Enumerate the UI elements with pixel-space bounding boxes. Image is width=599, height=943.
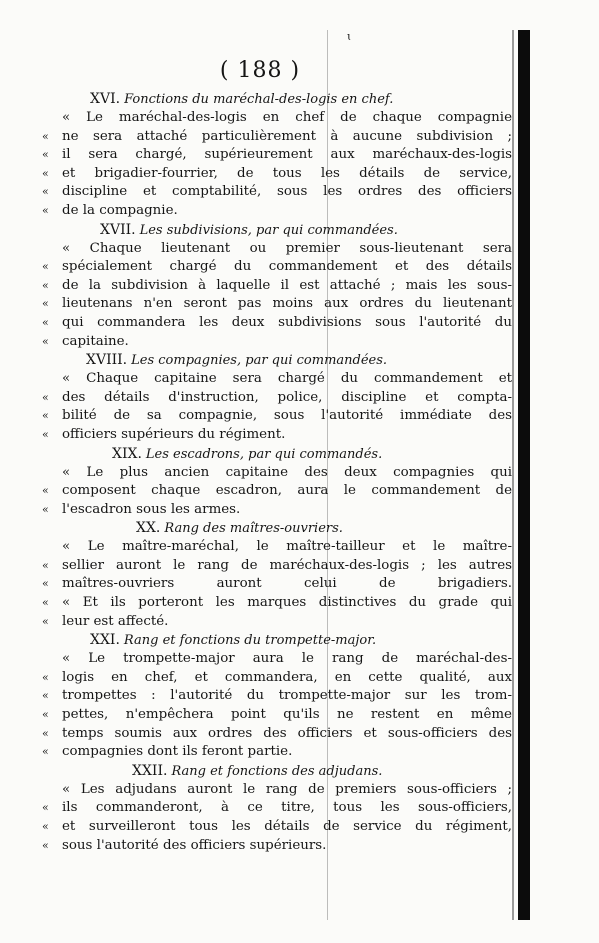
text-line-content: composent chaque escadron, aura le commandement de — [62, 483, 512, 499]
text-line — [40, 669, 512, 688]
text-line-content: bilité de sa compagnie, sous l'autorité immédiate des — [62, 408, 512, 424]
text-line-content: logis en chef, et commandera, en cette qualité, aux — [62, 669, 512, 685]
text-line — [40, 706, 512, 725]
text-line-content: qui commandera les deux subdivisions sous l'autorité du — [62, 314, 512, 330]
article-number: XVI. — [90, 91, 121, 107]
margin-quote-mark: « — [42, 334, 49, 348]
margin-quote-mark: « — [42, 185, 49, 199]
margin-quote-mark: « — [42, 708, 49, 722]
text-line-content: sous l'autorité des officiers supérieurs. — [62, 837, 327, 853]
margin-quote-mark: « — [42, 745, 49, 759]
text-line — [40, 538, 512, 557]
article-number: XVII. — [100, 221, 136, 238]
article-title: Les escadrons, par qui commandés. — [145, 446, 383, 462]
margin-quote-mark: « — [42, 166, 49, 180]
article-number: XXI. — [90, 632, 120, 649]
text-line-content: de la compagnie. — [62, 202, 178, 218]
text-line — [40, 333, 512, 352]
text-line — [40, 240, 512, 259]
article-title: Rang des maîtres-ouvriers. — [164, 521, 343, 537]
article-heading — [40, 90, 512, 109]
text-line-content: maîtres-ouvriers auront celui de brigadiers. — [62, 576, 512, 592]
text-line-content: trompettes : l'autorité du trompette-major sur les trom- — [62, 688, 512, 704]
article-title: Rang et fonctions du trompette-major. — [123, 633, 377, 649]
margin-quote-mark: « — [42, 838, 49, 852]
text-line — [40, 258, 512, 277]
margin-quote-mark: « — [42, 297, 49, 311]
text-line — [40, 277, 512, 296]
article-number: XXII. — [132, 762, 168, 779]
margin-quote-mark: « — [42, 278, 49, 292]
text-line-content: de la subdivision à laquelle il est attaché ; mais les sous- — [62, 277, 512, 293]
article-number: XX. — [136, 520, 161, 537]
margin-quote-mark: « — [42, 558, 49, 572]
text-line-content: des détails d'instruction, police, discipline et compta- — [62, 389, 512, 405]
margin-quote-mark: « — [42, 315, 49, 329]
text-line — [40, 426, 512, 445]
text-line — [40, 613, 512, 632]
margin-quote-mark: « — [42, 689, 49, 703]
text-line — [40, 650, 512, 669]
article-heading — [40, 445, 512, 464]
text-line — [40, 295, 512, 314]
text-line-content: capitaine. — [62, 333, 129, 349]
text-line-content: pettes, n'empêchera point qu'ils ne restent en même — [62, 707, 512, 723]
text-line — [40, 370, 512, 389]
text-line — [40, 128, 512, 147]
article-heading — [40, 762, 512, 781]
text-line-content: discipline et comptabilité, sous les ordres des officiers — [62, 184, 512, 200]
text-line — [40, 781, 512, 800]
text-line — [40, 482, 512, 501]
margin-quote-mark: « — [42, 427, 49, 441]
text-line — [40, 183, 512, 202]
margin-quote-mark: « — [42, 726, 49, 740]
margin-quote-mark: « — [42, 577, 49, 591]
article-7 — [40, 762, 512, 855]
text-line-content: et brigadier-fourrier, de tous les détails de service, — [62, 165, 512, 181]
text-line-content: « Chaque lieutenant ou premier sous-lieutenant sera — [62, 240, 512, 256]
article-heading — [40, 221, 512, 240]
text-line-content: lieutenans n'en seront pas moins aux ordres du lieutenant — [62, 296, 512, 312]
article-2 — [40, 221, 512, 352]
text-line-content: « Le maître-maréchal, le maître-tailleur et le maître- — [62, 539, 512, 555]
article-heading — [40, 351, 512, 370]
top-mark: ɩ — [347, 30, 352, 43]
article-title: Rang et fonctions des adjudans. — [171, 763, 383, 779]
article-1 — [40, 90, 512, 221]
book-spine-edge — [518, 30, 530, 920]
text-line-content: « Le trompette-major aura le rang de maréchal-des- — [62, 651, 512, 667]
margin-quote-mark: « — [42, 614, 49, 628]
margin-quote-mark: « — [42, 484, 49, 498]
article-4 — [40, 445, 512, 520]
text-line-content: leur est affecté. — [62, 613, 169, 629]
text-line-content: temps soumis aux ordres des officiers et sous-officiers des — [62, 725, 512, 741]
text-line-content: compagnies dont ils feront partie. — [62, 744, 293, 760]
article-title: Fonctions du maréchal-des-logis en chef. — [124, 92, 394, 107]
text-line-content: officiers supérieurs du régiment. — [62, 426, 286, 442]
margin-quote-mark: « — [42, 260, 49, 274]
text-line — [40, 464, 512, 483]
text-line-content: spécialement chargé du commandement et des détails — [62, 259, 512, 275]
margin-quote-mark: « — [42, 820, 49, 833]
text-line — [40, 407, 512, 426]
text-line-content: sellier auront le rang de maréchaux-des-logis ; les autres — [62, 557, 512, 573]
text-line-content: « Les adjudans auront le rang de premiers sous-officiers ; — [62, 781, 512, 797]
text-line-content: « Le plus ancien capitaine des deux compagnies qui — [62, 464, 512, 480]
text-line — [40, 818, 512, 837]
margin-quote-mark: « — [42, 596, 49, 610]
margin-quote-mark: « — [42, 203, 49, 217]
margin-quote-mark: « — [42, 801, 49, 815]
article-6 — [40, 631, 512, 762]
text-line — [40, 687, 512, 706]
text-line — [40, 202, 512, 221]
text-line-content: ne sera attaché particulièrement à aucune subdivision ; — [62, 128, 512, 144]
text-line — [40, 594, 512, 613]
text-line — [40, 799, 512, 818]
margin-quote-mark: « — [42, 390, 49, 404]
text-line-content: « Chaque capitaine sera chargé du commandement et — [62, 371, 512, 387]
article-title: Les compagnies, par qui commandées. — [131, 353, 388, 369]
margin-quote-mark: « — [42, 129, 49, 143]
margin-quote-mark: « — [42, 148, 49, 162]
text-line — [40, 575, 512, 594]
text-line-content: et surveilleront tous les détails de service du régiment, — [62, 819, 512, 834]
margin-quote-mark: « — [42, 409, 49, 423]
text-line-content: il sera chargé, supérieurement aux maréchaux-des-logis — [62, 147, 512, 163]
text-line-content: l'escadron sous les armes. — [62, 501, 241, 517]
text-line — [40, 837, 512, 856]
text-line — [40, 146, 512, 165]
article-5 — [40, 519, 512, 631]
text-line — [40, 314, 512, 333]
article-number: XIX. — [112, 445, 142, 462]
document-body — [40, 90, 512, 855]
text-line-content: « Le maréchal-des-logis en chef de chaque compagnie — [62, 110, 512, 125]
text-line — [40, 165, 512, 184]
article-title: Les subdivisions, par qui commandées. — [139, 222, 398, 238]
article-heading — [40, 631, 512, 650]
text-line-content: « Et ils porteront les marques distinctives du grade qui — [62, 595, 512, 611]
binding-shadow — [512, 30, 514, 920]
article-number: XVIII. — [86, 352, 128, 369]
page-number: ( 188 ) — [219, 58, 301, 83]
text-line — [40, 501, 512, 520]
margin-quote-mark: « — [42, 502, 49, 516]
text-line — [40, 557, 512, 576]
text-line — [40, 389, 512, 408]
article-3 — [40, 351, 512, 444]
text-line — [40, 109, 512, 128]
margin-quote-mark: « — [42, 670, 49, 684]
text-line — [40, 725, 512, 744]
article-heading — [40, 519, 512, 538]
text-line — [40, 743, 512, 762]
text-line-content: ils commanderont, à ce titre, tous les sous-officiers, — [62, 800, 512, 816]
